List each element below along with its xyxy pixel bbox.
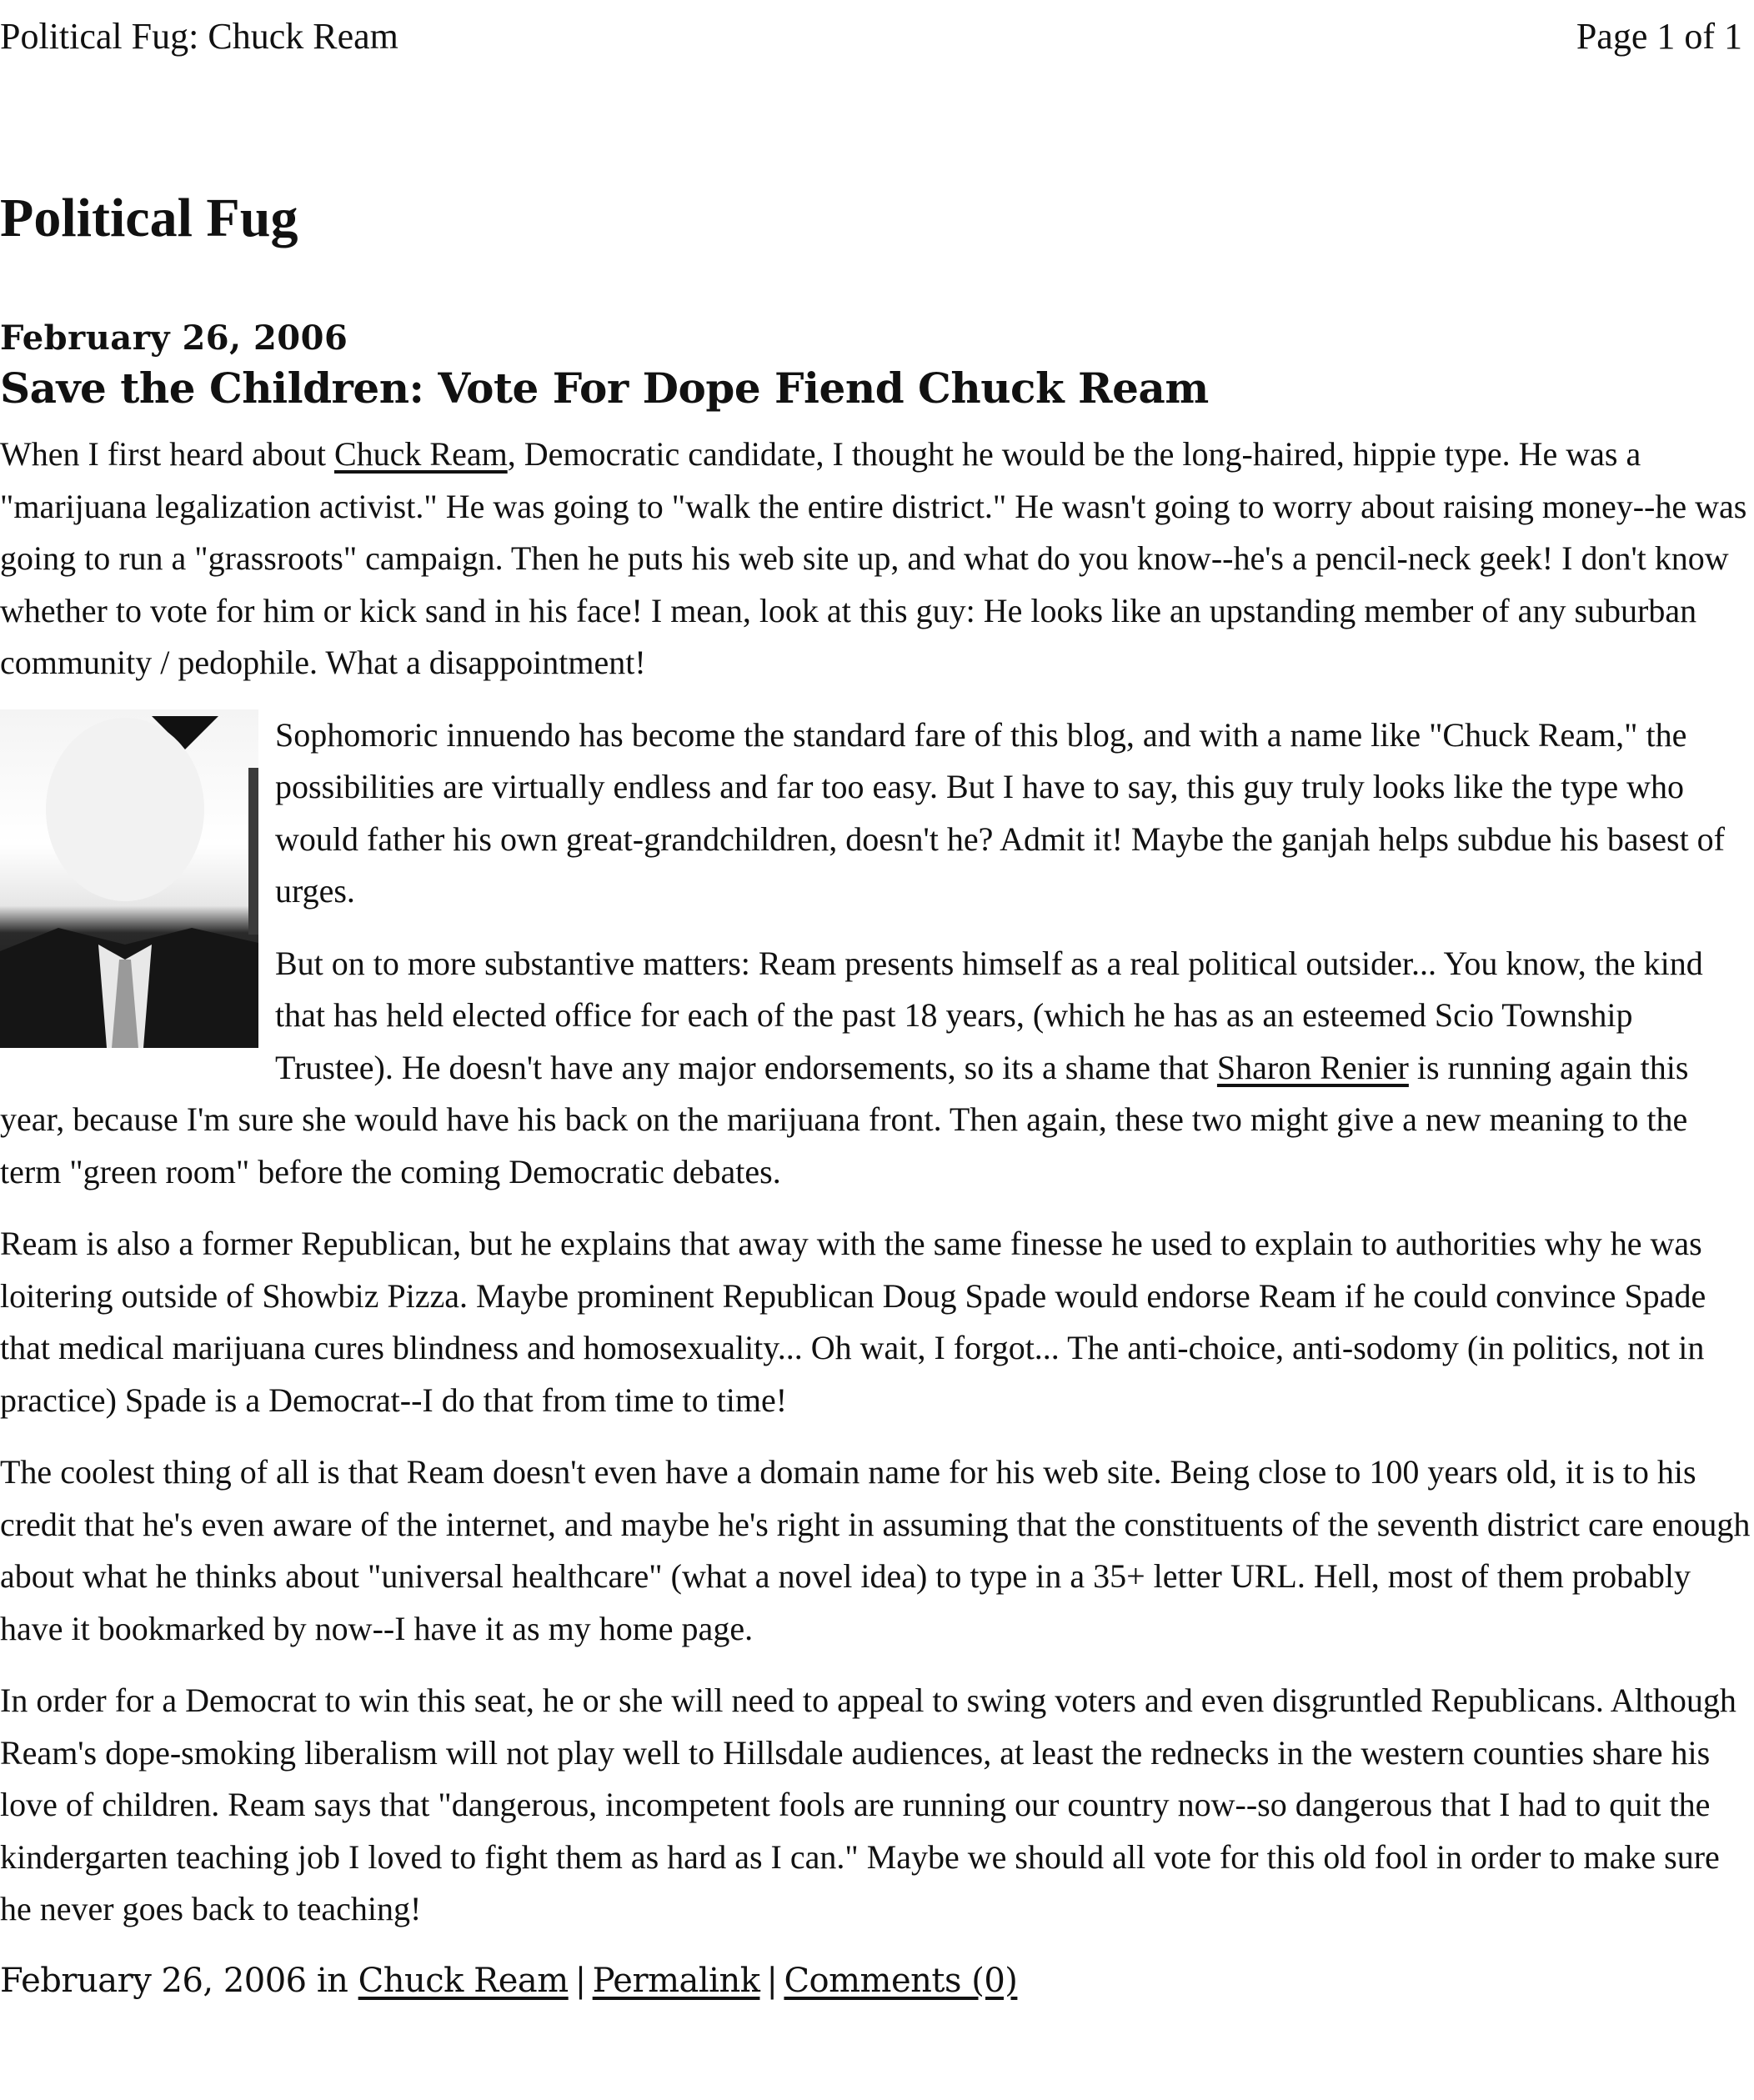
paragraph-3-text-b: is running again this year, because I'm sure she would have his back on the marijuana front. Then again, these two might give a new meaning to the term "green room" before the coming Democratic debates. xyxy=(0,1048,1689,1190)
paragraph-3-text-a: But on to more substantive matters: Ream presents himself as a real political outsider... You know, the kind that has held elected office for each of the past 18 years, (which he has as an esteemed Scio Township Trustee). He doesn't have any major endorsements, so its a shame that xyxy=(275,944,1703,1086)
paragraph-4: Ream is also a former Republican, but he explains that away with the same finesse he used to explain to authorities why he was loitering outside of Showbiz Pizza. Maybe prominent Republican Doug Spade would endorse Ream if he could convince Spade that medical marijuana cures blindness and homosexuality... Oh wait, I forgot... The anti-choice, anti-sodomy (in politics, not in practice) Spade is a Democrat--I do that from time to time! xyxy=(0,1225,1706,1419)
blog-title: Political Fug xyxy=(0,188,298,248)
post-date-header: February 26, 2006 xyxy=(0,318,348,358)
paragraph-1-text-a: When I first heard about xyxy=(0,435,334,473)
post-body xyxy=(0,429,1751,1936)
permalink-link[interactable]: Permalink xyxy=(592,1961,760,2000)
print-page-number: Page 1 of 1 xyxy=(1576,16,1742,57)
paragraph-1 xyxy=(0,429,1751,689)
post-title: Save the Children: Vote For Dope Fiend Chuck Ream xyxy=(0,363,1209,413)
chuck-ream-link[interactable]: Chuck Ream xyxy=(333,435,508,473)
comments-link[interactable]: Comments (0) xyxy=(784,1961,1018,2000)
post-footer-in: in xyxy=(306,1961,358,2000)
print-header xyxy=(0,12,1742,62)
paragraph-6: In order for a Democrat to win this seat, he or she will need to appeal to swing voters and even disgruntled Republicans. Although Ream's dope-smoking liberalism will not play well to Hillsdale audiences, at least the rednecks in the western counties share his love of children. Ream says that "dangerous, incompetent fools are running our country now--so dangerous that I had to quit the kindergarten teaching job I loved to fight them as hard as I can." Maybe we should all vote for this old fool in order to make sure he never goes back to teaching! xyxy=(0,1682,1736,1927)
candidate-photo-icon xyxy=(0,709,258,1048)
candidate-photo xyxy=(0,709,258,1048)
print-header-title: Political Fug: Chuck Ream xyxy=(0,16,398,57)
post-footer-date: February 26, 2006 xyxy=(0,1961,307,2000)
post-footer xyxy=(0,1956,1751,2006)
paragraph-3 xyxy=(0,938,1751,1199)
paragraph-5: The coolest thing of all is that Ream doesn't even have a domain name for his web site. Being close to 100 years old, it is to his credit that he's even aware of the internet, and maybe he's right in assuming that the constituents of the seventh district care enough about what he thinks about "universal healthcare" (what a novel idea) to type in a 35+ letter URL. Hell, most of them probably have it bookmarked by now--I have it as my home page. xyxy=(0,1453,1751,1647)
footer-separator: | xyxy=(574,1961,586,2000)
category-link[interactable]: Chuck Ream xyxy=(358,1961,569,2000)
paragraph-2: Sophomoric innuendo has become the standard fare of this blog, and with a name like "Chuck Ream," the possibilities are virtually endless and far too easy. But I have to say, this guy truly looks like the type who would father his own great-grandchildren, doesn't he? Admit it! Maybe the ganjah helps subdue his basest of urges. xyxy=(275,715,1726,910)
sharon-renier-link[interactable]: Sharon Renier xyxy=(1216,1048,1409,1086)
paragraph-1-text-b: , Democratic candidate, I thought he would be the long-haired, hippie type. He was a "marijuana legalization activist." He was going to "walk the entire district." He wasn't going to worry about raising money--he was going to run a "grassroots" campaign. Then he puts his web site up, and what do you know--he's a pencil-neck geek! I don't know whether to vote for him or kick sand in his face! I mean, look at this guy: He looks like an upstanding member of any suburban community / pedophile. What a disappointment! xyxy=(0,435,1747,681)
post xyxy=(0,315,1751,2006)
footer-separator: | xyxy=(766,1961,778,2000)
